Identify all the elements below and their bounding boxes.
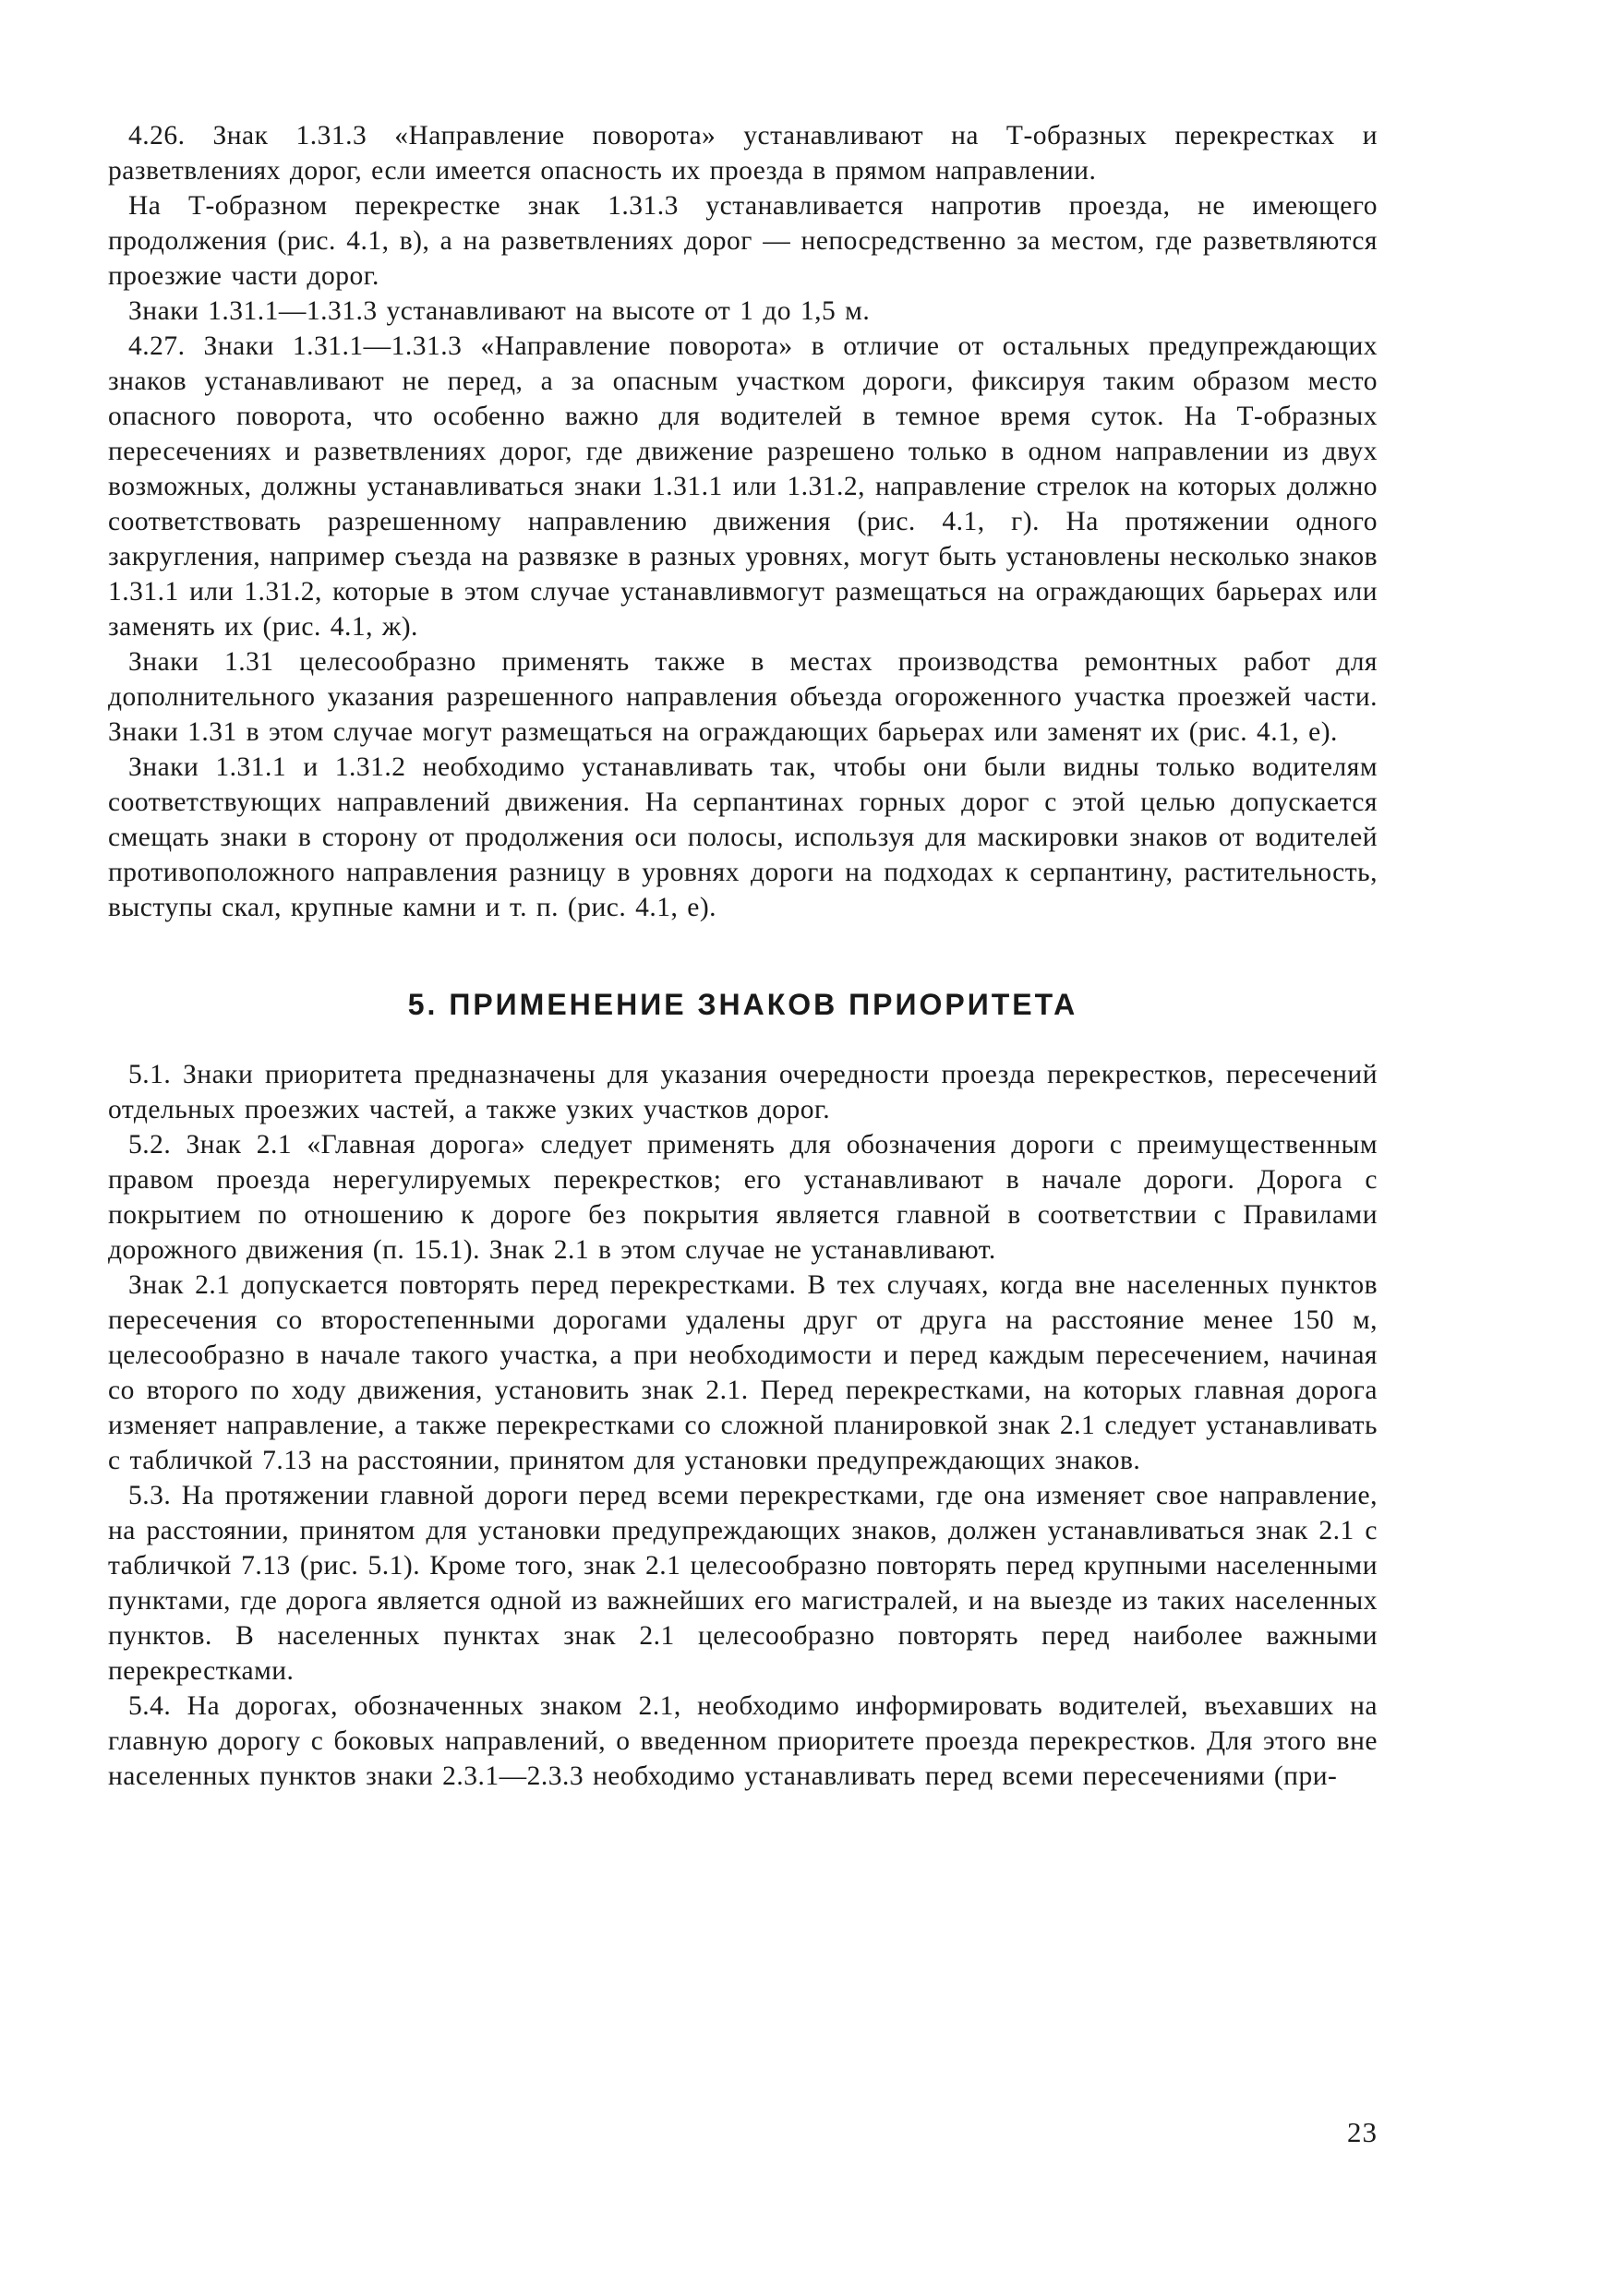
paragraph-5-2: 5.2. Знак 2.1 «Главная дорога» следует применять для обозначения дороги с преимущественным правом проезда нерегулируемых перекрестков; его устанавливают в начале дороги. Дорога с покрытием по отношению к дороге без покрытия является главной в соответствии с Правилами дорожного движения (п. 15.1). Знак 2.1 в этом случае не устанавливают. (108, 1130, 1378, 1265)
paragraph-5-3: 5.3. На протяжении главной дороги перед всеми перекрестками, где она изменяет свое направление, на расстоянии, принятом для установки предупреждающих знаков, должен устанавливаться знак 2.1 с табличкой 7.13 (рис. 5.1). Кроме того, знак 2.1 целесообразно повторять перед крупными населенными пунктами, где дорога является одной из важнейших его магистралей, и на выезде из таких населенных пунктов. В населенных пунктах знак 2.1 целесообразно повторять перед наиболее важными перекрестками. (108, 1481, 1378, 1686)
document-page (108, 118, 1378, 1794)
page-number: 23 (1347, 2116, 1378, 2148)
paragraph-5-1: 5.1. Знаки приоритета предназначены для указания очередности проезда перекрестков, пересечений отдельных проезжих частей, а также узких участков дорог. (108, 1060, 1378, 1124)
section-heading: 5. ПРИМЕНЕНИЕ ЗНАКОВ ПРИОРИТЕТА (407, 988, 1078, 1021)
paragraph-4-26: 4.26. Знак 1.31.3 «Направление поворота» устанавливают на Т-образных перекрестках и разветвлениях дорог, если имеется опасность их проезда в прямом направлении. (108, 121, 1378, 186)
paragraph-sign-height: Знаки 1.31.1—1.31.3 устанавливают на высоте от 1 до 1,5 м. (128, 296, 871, 326)
paragraph-repair-works: Знаки 1.31 целесообразно применять также в местах производства ремонтных работ для дополнительного указания разрешенного направления объезда огороженного участка проезжей части. Знаки 1.31 в этом случае могут размещаться на ограждающих барьерах или заменят их (рис. 4.1, е). (108, 647, 1378, 747)
paragraph-serpentine: Знаки 1.31.1 и 1.31.2 необходимо устанавливать так, чтобы они были видны только водителям соответствующих направлений движения. На серпантинах горных дорог с этой целью допускается смещать знаки в сторону от продолжения оси полосы, используя для маскировки знаков от водителей противоположного направления разницу в уровнях дороги на подходах к серпантину, растительность, выступы скал, крупные камни и т. п. (рис. 4.1, е). (108, 752, 1378, 922)
paragraph-sign-repeat: Знак 2.1 допускается повторять перед перекрестками. В тех случаях, когда вне населенных пунктов пересечения со второстепенными дорогами удалены друг от друга на расстояние менее 150 м, целесообразно в начале такого участка, а при необходимости и перед каждым пересечением, начиная со второго по ходу движения, установить знак 2.1. Перед перекрестками, на которых главная дорога изменяет направление, а также перекрестками со сложной планировкой знак 2.1 следует устанавливать с табличкой 7.13 на расстоянии, принятом для установки предупреждающих знаков. (108, 1270, 1378, 1475)
paragraph-4-27: 4.27. Знаки 1.31.1—1.31.3 «Направление поворота» в отличие от остальных предупреждающих знаков устанавливают не перед, а за опасным участком дороги, фиксируя таким образом место опасного поворота, что особенно важно для водителей в темное время суток. На Т-образных пересечениях и разветвлениях дорог, где движение разрешено только в одном направлении из двух возможных, должны устанавливаться знаки 1.31.1 или 1.31.2, направление стрелок на которых должно соответствовать разрешенному направлению движения (рис. 4.1, г). На протяжении одного закругления, например съезда на развязке в разных уровнях, могут быть установлены несколько знаков 1.31.1 или 1.31.2, которые в этом случае устанавливмогут размещаться на ограждающих барьерах или заменять их (рис. 4.1, ж). (108, 331, 1378, 642)
paragraph-5-4: 5.4. На дорогах, обозначенных знаком 2.1, необходимо информировать водителей, въехавших на главную дорогу с боковых направлений, о введенном приоритете проезда перекрестков. Для этого вне населенных пунктов знаки 2.3.1—2.3.3 необходимо устанавливать перед всеми пересечениями (при- (108, 1691, 1378, 1791)
paragraph-t-intersection: На Т-образном перекрестке знак 1.31.3 устанавливается напротив проезда, не имеющего продолжения (рис. 4.1, в), а на разветвлениях дорог — непосредственно за местом, где разветвляются проезжие части дорог. (108, 191, 1378, 291)
